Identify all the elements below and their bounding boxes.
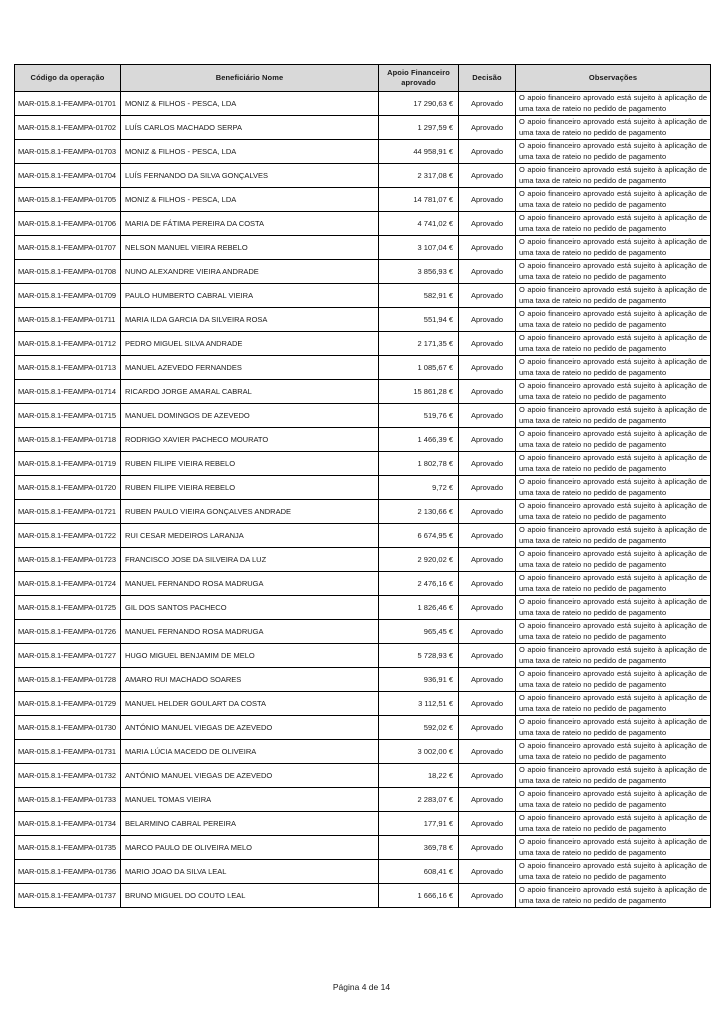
- approved-amount-cell: 3 856,93 €: [379, 260, 459, 284]
- operation-code-cell: MAR-015.8.1-FEAMPA-01729: [15, 692, 121, 716]
- operation-code-cell: MAR-015.8.1-FEAMPA-01711: [15, 308, 121, 332]
- approved-amount-cell: 3 002,00 €: [379, 740, 459, 764]
- table-row: [15, 860, 711, 884]
- approved-amount-cell: 2 317,08 €: [379, 164, 459, 188]
- beneficiary-name-cell: NUNO ALEXANDRE VIEIRA ANDRADE: [121, 260, 379, 284]
- beneficiary-name-cell: RICARDO JORGE AMARAL CABRAL: [121, 380, 379, 404]
- operation-code-cell: MAR-015.8.1-FEAMPA-01728: [15, 668, 121, 692]
- decision-cell: Aprovado: [459, 524, 516, 548]
- operation-code-cell: MAR-015.8.1-FEAMPA-01730: [15, 716, 121, 740]
- beneficiary-name-cell: RUBEN PAULO VIEIRA GONÇALVES ANDRADE: [121, 500, 379, 524]
- observation-cell: O apoio financeiro aprovado está sujeito à aplicação de uma taxa de rateio no pedido de pagamento: [516, 836, 711, 860]
- decision-cell: Aprovado: [459, 236, 516, 260]
- approved-amount-cell: 2 283,07 €: [379, 788, 459, 812]
- approved-amount-cell: 582,91 €: [379, 284, 459, 308]
- beneficiary-name-cell: MONIZ & FILHOS - PESCA, LDA: [121, 92, 379, 116]
- approved-amount-cell: 936,91 €: [379, 668, 459, 692]
- decision-cell: Aprovado: [459, 116, 516, 140]
- operation-code-cell: MAR-015.8.1-FEAMPA-01704: [15, 164, 121, 188]
- table-row: [15, 452, 711, 476]
- approved-amount-cell: 551,94 €: [379, 308, 459, 332]
- approved-amount-cell: 4 741,02 €: [379, 212, 459, 236]
- approved-amount-cell: 519,76 €: [379, 404, 459, 428]
- table-row: [15, 692, 711, 716]
- beneficiary-name-cell: RUBEN FILIPE VIEIRA REBELO: [121, 452, 379, 476]
- decision-cell: Aprovado: [459, 188, 516, 212]
- decision-cell: Aprovado: [459, 356, 516, 380]
- decision-cell: Aprovado: [459, 92, 516, 116]
- approved-amount-cell: 1 826,46 €: [379, 596, 459, 620]
- operation-code-cell: MAR-015.8.1-FEAMPA-01706: [15, 212, 121, 236]
- decision-cell: Aprovado: [459, 140, 516, 164]
- table-row: [15, 236, 711, 260]
- decision-cell: Aprovado: [459, 500, 516, 524]
- table-row: [15, 500, 711, 524]
- observation-cell: O apoio financeiro aprovado está sujeito à aplicação de uma taxa de rateio no pedido de pagamento: [516, 188, 711, 212]
- observation-cell: O apoio financeiro aprovado está sujeito à aplicação de uma taxa de rateio no pedido de pagamento: [516, 812, 711, 836]
- beneficiary-name-cell: RUBEN FILIPE VIEIRA REBELO: [121, 476, 379, 500]
- table-row: [15, 812, 711, 836]
- decision-cell: Aprovado: [459, 788, 516, 812]
- decision-cell: Aprovado: [459, 764, 516, 788]
- approved-amount-cell: 2 476,16 €: [379, 572, 459, 596]
- page-number-footer: Página 4 de 14: [332, 982, 391, 992]
- beneficiary-name-cell: ANTÓNIO MANUEL VIEGAS DE AZEVEDO: [121, 716, 379, 740]
- approved-amount-cell: 3 107,04 €: [379, 236, 459, 260]
- operation-code-cell: MAR-015.8.1-FEAMPA-01736: [15, 860, 121, 884]
- beneficiary-name-cell: FRANCISCO JOSE DA SILVEIRA DA LUZ: [121, 548, 379, 572]
- observation-cell: O apoio financeiro aprovado está sujeito à aplicação de uma taxa de rateio no pedido de pagamento: [516, 764, 711, 788]
- table-row: [15, 668, 711, 692]
- beneficiary-name-cell: MARIA LÚCIA MACEDO DE OLIVEIRA: [121, 740, 379, 764]
- operation-code-cell: MAR-015.8.1-FEAMPA-01720: [15, 476, 121, 500]
- decision-cell: Aprovado: [459, 428, 516, 452]
- beneficiary-name-cell: MANUEL FERNANDO ROSA MADRUGA: [121, 572, 379, 596]
- decision-cell: Aprovado: [459, 404, 516, 428]
- operation-code-cell: MAR-015.8.1-FEAMPA-01726: [15, 620, 121, 644]
- observation-cell: O apoio financeiro aprovado está sujeito à aplicação de uma taxa de rateio no pedido de pagamento: [516, 164, 711, 188]
- observation-cell: O apoio financeiro aprovado está sujeito à aplicação de uma taxa de rateio no pedido de pagamento: [516, 116, 711, 140]
- observation-cell: O apoio financeiro aprovado está sujeito à aplicação de uma taxa de rateio no pedido de pagamento: [516, 212, 711, 236]
- observation-cell: O apoio financeiro aprovado está sujeito à aplicação de uma taxa de rateio no pedido de pagamento: [516, 332, 711, 356]
- operation-code-cell: MAR-015.8.1-FEAMPA-01718: [15, 428, 121, 452]
- beneficiary-name-cell: MARIA DE FÁTIMA PEREIRA DA COSTA: [121, 212, 379, 236]
- observation-cell: O apoio financeiro aprovado está sujeito à aplicação de uma taxa de rateio no pedido de pagamento: [516, 548, 711, 572]
- operation-code-cell: MAR-015.8.1-FEAMPA-01734: [15, 812, 121, 836]
- approved-amount-cell: 17 290,63 €: [379, 92, 459, 116]
- operation-code-cell: MAR-015.8.1-FEAMPA-01707: [15, 236, 121, 260]
- beneficiary-name-cell: MARIA ILDA GARCIA DA SILVEIRA ROSA: [121, 308, 379, 332]
- observation-cell: O apoio financeiro aprovado está sujeito à aplicação de uma taxa de rateio no pedido de pagamento: [516, 236, 711, 260]
- table-row: [15, 884, 711, 908]
- operation-code-cell: MAR-015.8.1-FEAMPA-01713: [15, 356, 121, 380]
- beneficiary-name-cell: BELARMINO CABRAL PEREIRA: [121, 812, 379, 836]
- beneficiary-name-cell: AMARO RUI MACHADO SOARES: [121, 668, 379, 692]
- observation-cell: O apoio financeiro aprovado está sujeito à aplicação de uma taxa de rateio no pedido de pagamento: [516, 740, 711, 764]
- table-row: [15, 836, 711, 860]
- approved-amount-cell: 18,22 €: [379, 764, 459, 788]
- decision-cell: Aprovado: [459, 212, 516, 236]
- table-row: [15, 116, 711, 140]
- beneficiary-name-cell: GIL DOS SANTOS PACHECO: [121, 596, 379, 620]
- operation-code-cell: MAR-015.8.1-FEAMPA-01731: [15, 740, 121, 764]
- approved-amount-cell: 1 666,16 €: [379, 884, 459, 908]
- decision-cell: Aprovado: [459, 260, 516, 284]
- operation-code-cell: MAR-015.8.1-FEAMPA-01737: [15, 884, 121, 908]
- table-row: [15, 212, 711, 236]
- observation-cell: O apoio financeiro aprovado está sujeito à aplicação de uma taxa de rateio no pedido de pagamento: [516, 884, 711, 908]
- table-row: [15, 380, 711, 404]
- decision-cell: Aprovado: [459, 668, 516, 692]
- decision-cell: Aprovado: [459, 164, 516, 188]
- decision-cell: Aprovado: [459, 884, 516, 908]
- observation-cell: O apoio financeiro aprovado está sujeito à aplicação de uma taxa de rateio no pedido de pagamento: [516, 452, 711, 476]
- operation-code-cell: MAR-015.8.1-FEAMPA-01712: [15, 332, 121, 356]
- table-row: [15, 740, 711, 764]
- approved-amount-cell: 5 728,93 €: [379, 644, 459, 668]
- operation-code-cell: MAR-015.8.1-FEAMPA-01732: [15, 764, 121, 788]
- decision-cell: Aprovado: [459, 812, 516, 836]
- table-row: [15, 164, 711, 188]
- table-row: [15, 788, 711, 812]
- decision-cell: Aprovado: [459, 332, 516, 356]
- observation-cell: O apoio financeiro aprovado está sujeito à aplicação de uma taxa de rateio no pedido de pagamento: [516, 788, 711, 812]
- operation-code-cell: MAR-015.8.1-FEAMPA-01725: [15, 596, 121, 620]
- observation-cell: O apoio financeiro aprovado está sujeito à aplicação de uma taxa de rateio no pedido de pagamento: [516, 284, 711, 308]
- approved-amount-cell: 2 130,66 €: [379, 500, 459, 524]
- approved-amount-cell: 14 781,07 €: [379, 188, 459, 212]
- table-row: [15, 548, 711, 572]
- approved-amount-cell: 608,41 €: [379, 860, 459, 884]
- beneficiary-name-cell: HUGO MIGUEL BENJAMIM DE MELO: [121, 644, 379, 668]
- table-row: [15, 332, 711, 356]
- operation-code-cell: MAR-015.8.1-FEAMPA-01708: [15, 260, 121, 284]
- observation-cell: O apoio financeiro aprovado está sujeito à aplicação de uma taxa de rateio no pedido de pagamento: [516, 476, 711, 500]
- beneficiary-name-cell: LUÍS CARLOS MACHADO SERPA: [121, 116, 379, 140]
- decision-cell: Aprovado: [459, 692, 516, 716]
- approved-amount-cell: 592,02 €: [379, 716, 459, 740]
- table-row: [15, 620, 711, 644]
- observation-cell: O apoio financeiro aprovado está sujeito à aplicação de uma taxa de rateio no pedido de pagamento: [516, 500, 711, 524]
- operation-code-cell: MAR-015.8.1-FEAMPA-01723: [15, 548, 121, 572]
- approved-amount-cell: 369,78 €: [379, 836, 459, 860]
- beneficiary-name-cell: NELSON MANUEL VIEIRA REBELO: [121, 236, 379, 260]
- operation-code-cell: MAR-015.8.1-FEAMPA-01715: [15, 404, 121, 428]
- decision-cell: Aprovado: [459, 284, 516, 308]
- beneficiary-name-cell: MANUEL TOMAS VIEIRA: [121, 788, 379, 812]
- operation-code-cell: MAR-015.8.1-FEAMPA-01702: [15, 116, 121, 140]
- beneficiary-name-cell: MANUEL HELDER GOULART DA COSTA: [121, 692, 379, 716]
- observation-cell: O apoio financeiro aprovado está sujeito à aplicação de uma taxa de rateio no pedido de pagamento: [516, 380, 711, 404]
- decision-cell: Aprovado: [459, 716, 516, 740]
- beneficiary-name-cell: ANTÓNIO MANUEL VIEGAS DE AZEVEDO: [121, 764, 379, 788]
- header-observations: Observações: [516, 65, 711, 92]
- approved-amount-cell: 2 171,35 €: [379, 332, 459, 356]
- table-row: [15, 476, 711, 500]
- decision-cell: Aprovado: [459, 860, 516, 884]
- decision-cell: Aprovado: [459, 572, 516, 596]
- operation-code-cell: MAR-015.8.1-FEAMPA-01709: [15, 284, 121, 308]
- approved-amount-cell: 2 920,02 €: [379, 548, 459, 572]
- operation-code-cell: MAR-015.8.1-FEAMPA-01727: [15, 644, 121, 668]
- operation-code-cell: MAR-015.8.1-FEAMPA-01724: [15, 572, 121, 596]
- table-row: [15, 764, 711, 788]
- observation-cell: O apoio financeiro aprovado está sujeito à aplicação de uma taxa de rateio no pedido de pagamento: [516, 404, 711, 428]
- table-row: [15, 524, 711, 548]
- observation-cell: O apoio financeiro aprovado está sujeito à aplicação de uma taxa de rateio no pedido de pagamento: [516, 692, 711, 716]
- header-operation-code: Código da operação: [15, 65, 121, 92]
- beneficiary-name-cell: MARIO JOAO DA SILVA LEAL: [121, 860, 379, 884]
- decision-cell: Aprovado: [459, 308, 516, 332]
- decision-cell: Aprovado: [459, 452, 516, 476]
- beneficiary-name-cell: MANUEL FERNANDO ROSA MADRUGA: [121, 620, 379, 644]
- beneficiary-name-cell: MANUEL AZEVEDO FERNANDES: [121, 356, 379, 380]
- table-row: [15, 356, 711, 380]
- approved-amount-cell: 1 802,78 €: [379, 452, 459, 476]
- decision-cell: Aprovado: [459, 620, 516, 644]
- table-row: [15, 92, 711, 116]
- table-row: [15, 260, 711, 284]
- beneficiary-name-cell: LUÍS FERNANDO DA SILVA GONÇALVES: [121, 164, 379, 188]
- approved-amount-cell: 15 861,28 €: [379, 380, 459, 404]
- table-row: [15, 140, 711, 164]
- header-beneficiary-name: Beneficiário Nome: [121, 65, 379, 92]
- observation-cell: O apoio financeiro aprovado está sujeito à aplicação de uma taxa de rateio no pedido de pagamento: [516, 572, 711, 596]
- approved-amount-cell: 6 674,95 €: [379, 524, 459, 548]
- table-row: [15, 644, 711, 668]
- beneficiary-name-cell: RODRIGO XAVIER PACHECO MOURATO: [121, 428, 379, 452]
- table-row: [15, 188, 711, 212]
- table-row: [15, 284, 711, 308]
- table-row: [15, 572, 711, 596]
- observation-cell: O apoio financeiro aprovado está sujeito à aplicação de uma taxa de rateio no pedido de pagamento: [516, 428, 711, 452]
- observation-cell: O apoio financeiro aprovado está sujeito à aplicação de uma taxa de rateio no pedido de pagamento: [516, 92, 711, 116]
- table-row: [15, 404, 711, 428]
- approvals-table: [14, 64, 711, 908]
- operation-code-cell: MAR-015.8.1-FEAMPA-01735: [15, 836, 121, 860]
- approved-amount-cell: 965,45 €: [379, 620, 459, 644]
- beneficiary-name-cell: MARCO PAULO DE OLIVEIRA MELO: [121, 836, 379, 860]
- beneficiary-name-cell: RUI CESAR MEDEIROS LARANJA: [121, 524, 379, 548]
- header-approved-amount: Apoio Financeiro aprovado: [379, 65, 459, 92]
- operation-code-cell: MAR-015.8.1-FEAMPA-01705: [15, 188, 121, 212]
- decision-cell: Aprovado: [459, 644, 516, 668]
- beneficiary-name-cell: PAULO HUMBERTO CABRAL VIEIRA: [121, 284, 379, 308]
- observation-cell: O apoio financeiro aprovado está sujeito à aplicação de uma taxa de rateio no pedido de pagamento: [516, 524, 711, 548]
- approved-amount-cell: 177,91 €: [379, 812, 459, 836]
- beneficiary-name-cell: MONIZ & FILHOS - PESCA, LDA: [121, 140, 379, 164]
- table-row: [15, 308, 711, 332]
- operation-code-cell: MAR-015.8.1-FEAMPA-01722: [15, 524, 121, 548]
- operation-code-cell: MAR-015.8.1-FEAMPA-01701: [15, 92, 121, 116]
- decision-cell: Aprovado: [459, 740, 516, 764]
- decision-cell: Aprovado: [459, 548, 516, 572]
- beneficiary-name-cell: PEDRO MIGUEL SILVA ANDRADE: [121, 332, 379, 356]
- header-decision: Decisão: [459, 65, 516, 92]
- table-row: [15, 596, 711, 620]
- decision-cell: Aprovado: [459, 836, 516, 860]
- decision-cell: Aprovado: [459, 596, 516, 620]
- approved-amount-cell: 1 085,67 €: [379, 356, 459, 380]
- observation-cell: O apoio financeiro aprovado está sujeito à aplicação de uma taxa de rateio no pedido de pagamento: [516, 668, 711, 692]
- approved-amount-cell: 9,72 €: [379, 476, 459, 500]
- beneficiary-name-cell: MANUEL DOMINGOS DE AZEVEDO: [121, 404, 379, 428]
- operation-code-cell: MAR-015.8.1-FEAMPA-01721: [15, 500, 121, 524]
- approved-amount-cell: 3 112,51 €: [379, 692, 459, 716]
- operation-code-cell: MAR-015.8.1-FEAMPA-01733: [15, 788, 121, 812]
- operation-code-cell: MAR-015.8.1-FEAMPA-01719: [15, 452, 121, 476]
- observation-cell: O apoio financeiro aprovado está sujeito à aplicação de uma taxa de rateio no pedido de pagamento: [516, 308, 711, 332]
- operation-code-cell: MAR-015.8.1-FEAMPA-01714: [15, 380, 121, 404]
- observation-cell: O apoio financeiro aprovado está sujeito à aplicação de uma taxa de rateio no pedido de pagamento: [516, 356, 711, 380]
- approved-amount-cell: 1 297,59 €: [379, 116, 459, 140]
- observation-cell: O apoio financeiro aprovado está sujeito à aplicação de uma taxa de rateio no pedido de pagamento: [516, 860, 711, 884]
- observation-cell: O apoio financeiro aprovado está sujeito à aplicação de uma taxa de rateio no pedido de pagamento: [516, 620, 711, 644]
- table-row: [15, 428, 711, 452]
- decision-cell: Aprovado: [459, 380, 516, 404]
- approved-amount-cell: 44 958,91 €: [379, 140, 459, 164]
- observation-cell: O apoio financeiro aprovado está sujeito à aplicação de uma taxa de rateio no pedido de pagamento: [516, 260, 711, 284]
- observation-cell: O apoio financeiro aprovado está sujeito à aplicação de uma taxa de rateio no pedido de pagamento: [516, 716, 711, 740]
- decision-cell: Aprovado: [459, 476, 516, 500]
- operation-code-cell: MAR-015.8.1-FEAMPA-01703: [15, 140, 121, 164]
- observation-cell: O apoio financeiro aprovado está sujeito à aplicação de uma taxa de rateio no pedido de pagamento: [516, 596, 711, 620]
- table-header-row: [15, 65, 711, 92]
- observation-cell: O apoio financeiro aprovado está sujeito à aplicação de uma taxa de rateio no pedido de pagamento: [516, 644, 711, 668]
- beneficiary-name-cell: BRUNO MIGUEL DO COUTO LEAL: [121, 884, 379, 908]
- table-row: [15, 716, 711, 740]
- observation-cell: O apoio financeiro aprovado está sujeito à aplicação de uma taxa de rateio no pedido de pagamento: [516, 140, 711, 164]
- beneficiary-name-cell: MONIZ & FILHOS - PESCA, LDA: [121, 188, 379, 212]
- approved-amount-cell: 1 466,39 €: [379, 428, 459, 452]
